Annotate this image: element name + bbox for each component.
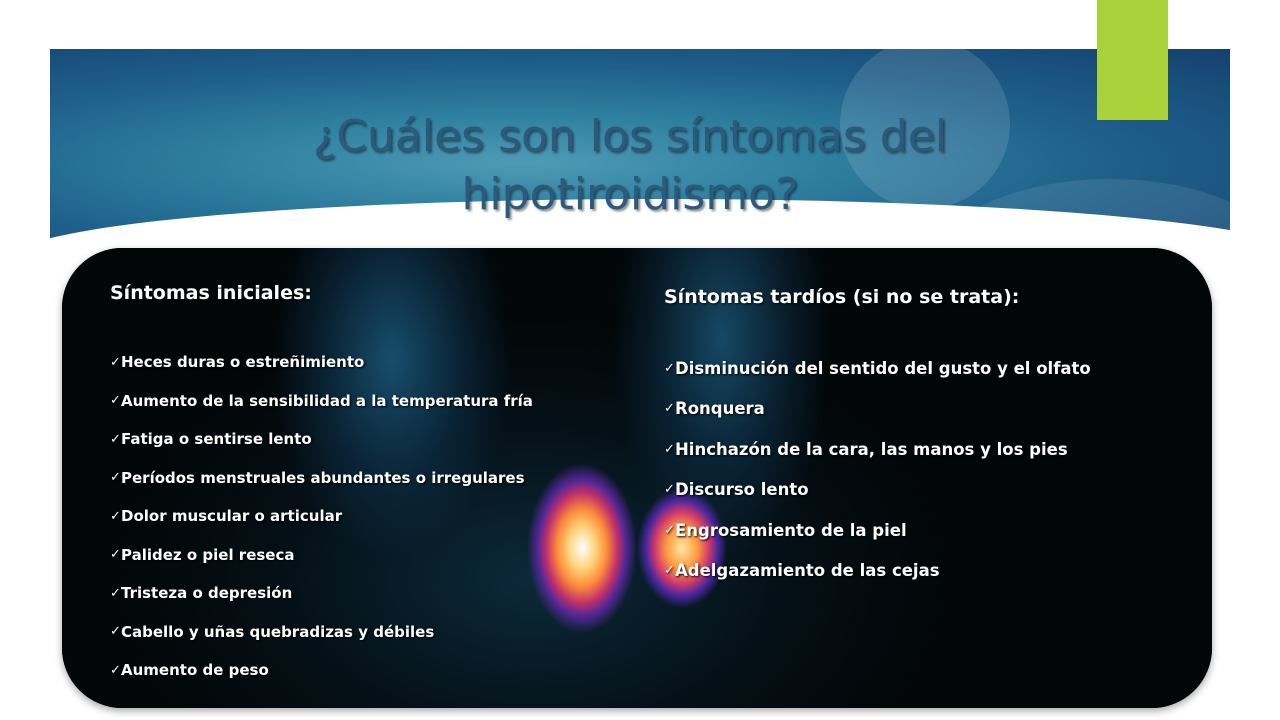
list-item: [110, 574, 533, 613]
list-item: [110, 420, 533, 459]
checkmark-icon: ✓: [110, 624, 121, 640]
list-item-text: Períodos menstruales abundantes o irregulares: [121, 468, 525, 487]
checkmark-icon: ✓: [110, 662, 121, 678]
late-symptoms-heading: Síntomas tardíos (si no se trata):: [664, 286, 1020, 308]
checkmark-icon: ✓: [664, 360, 675, 376]
checkmark-icon: ✓: [110, 393, 121, 409]
list-item-text: Discurso lento: [675, 480, 809, 500]
checkmark-icon: ✓: [110, 354, 121, 370]
list-item: [110, 497, 533, 536]
list-item-text: Heces duras o estreñimiento: [121, 353, 365, 372]
list-item: [664, 470, 1091, 511]
early-symptoms-list: [110, 343, 533, 690]
slide-title: [140, 108, 1120, 224]
list-item: [664, 348, 1091, 389]
list-item: [664, 551, 1091, 592]
list-item: [664, 389, 1091, 430]
checkmark-icon: ✓: [664, 401, 675, 417]
list-item: [110, 382, 533, 421]
checkmark-icon: ✓: [110, 547, 121, 563]
list-item-text: Fatiga o sentirse lento: [121, 430, 312, 449]
early-symptoms-heading: Síntomas iniciales:: [110, 282, 312, 304]
list-item-text: Ronquera: [675, 399, 765, 419]
list-item: [110, 536, 533, 575]
accent-bar: [1097, 0, 1168, 120]
list-item-text: Tristeza o depresión: [121, 584, 293, 603]
list-item: [110, 343, 533, 382]
list-item-text: Hinchazón de la cara, las manos y los pies: [675, 439, 1068, 459]
checkmark-icon: ✓: [664, 482, 675, 498]
list-item-text: Dolor muscular o articular: [121, 507, 343, 526]
checkmark-icon: ✓: [110, 470, 121, 486]
list-item-text: Adelgazamiento de las cejas: [675, 561, 940, 581]
list-item: [110, 459, 533, 498]
checkmark-icon: ✓: [110, 585, 121, 601]
list-item: [664, 510, 1091, 551]
list-item-text: Aumento de la sensibilidad a la temperatura fría: [121, 391, 533, 410]
list-item-text: Cabello y uñas quebradizas y débiles: [121, 622, 435, 641]
checkmark-icon: ✓: [110, 431, 121, 447]
list-item: [110, 651, 533, 690]
checkmark-icon: ✓: [664, 563, 675, 579]
title-line-2: hipotiroidismo?: [461, 169, 799, 220]
checkmark-icon: ✓: [110, 508, 121, 524]
list-item-text: Palidez o piel reseca: [121, 545, 295, 564]
checkmark-icon: ✓: [664, 522, 675, 538]
list-item: [664, 429, 1091, 470]
title-line-1: ¿Cuáles son los síntomas del: [312, 111, 948, 162]
late-symptoms-list: [664, 348, 1091, 591]
list-item-text: Engrosamiento de la piel: [675, 520, 907, 540]
list-item-text: Aumento de peso: [121, 661, 269, 680]
list-item: [110, 613, 533, 652]
checkmark-icon: ✓: [664, 441, 675, 457]
list-item-text: Disminución del sentido del gusto y el olfato: [675, 358, 1091, 378]
symptoms-panel: [62, 248, 1212, 708]
